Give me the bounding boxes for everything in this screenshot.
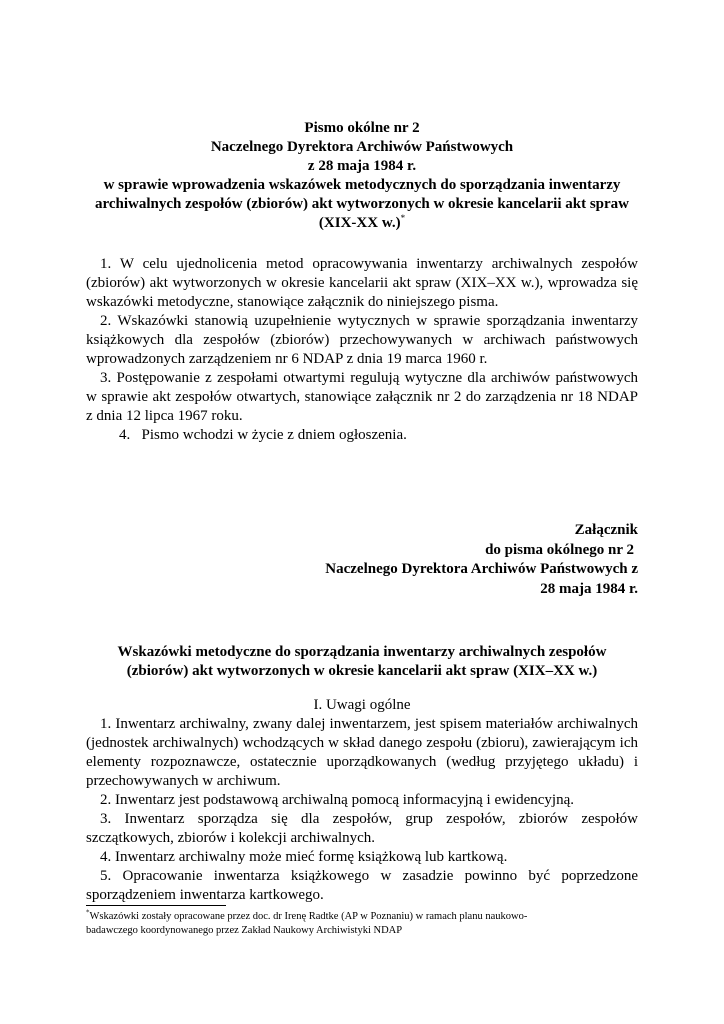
footnote-reference: *	[400, 213, 406, 223]
footnote-marker: *	[86, 908, 90, 917]
letter-point: 2. Wskazówki stanowią uzupełnienie wytycznych w sprawie sporządzania inwentarzy książkowych dla zespołów (zbiorów) przechowywanych w archiwach państwowych wprowadzonych zarządzeniem nr 6 NDAP z dnia 19 marca 1960 r.	[86, 313, 638, 367]
annex-line: Naczelnego Dyrektora Archiwów Państwowych z	[325, 561, 638, 577]
title-line	[86, 214, 638, 233]
guideline-point: 5. Opracowanie inwentarza książkowego w zasadzie powinno być poprzedzone sporządzeniem inwentarza kartkowego.	[86, 868, 638, 903]
guidelines-title-line: (zbiorów) akt wytworzonych w okresie kancelarii akt spraw (XIX–XX w.)	[126, 663, 598, 679]
footnote-text: Wskazówki zostały opracowane przez doc. dr Irenę Radtke (AP w Poznaniu) w ramach planu naukowo-	[89, 911, 528, 922]
section-heading: I. Uwagi ogólne	[313, 697, 411, 713]
annex-header	[86, 521, 638, 599]
letter-points	[86, 255, 638, 445]
footnote	[86, 910, 638, 938]
guideline-point: 2. Inwentarz jest podstawową archiwalną pomocą informacyjną i ewidencyjną.	[100, 792, 574, 808]
guidelines-title	[86, 643, 638, 681]
circular-letter-title	[86, 119, 638, 233]
title-line-text: (XIX-XX w.)	[318, 215, 401, 231]
letter-point: 3. Postępowanie z zespołami otwartymi regulują wytyczne dla archiwów państwowych w sprawie akt zespołów otwartych, stanowiące załącznik nr 2 do zarządzenia nr 18 NDAP z dnia 12 lipca 1967 roku.	[86, 370, 638, 424]
guideline-point: 1. Inwentarz archiwalny, zwany dalej inwentarzem, jest spisem materiałów archiwalnych (jednostek archiwalnych) wchodzących w skład danego zespołu (zbioru), zawierającym ich elementy rozpoznawcze, ostatecznie uporządkowanych (według przyjętego układu) i przechowywanych w archiwum.	[86, 716, 638, 789]
title-line: Pismo okólne nr 2	[304, 120, 420, 136]
footnote-line: badawczego koordynowanego przez Zakład Naukowy Archiwistyki NDAP	[86, 925, 403, 936]
guideline-point: 3. Inwentarz sporządza się dla zespołów, grup zespołów, zbiorów zespołów szczątkowych, zbiorów i kolekcji archiwalnych.	[86, 811, 638, 846]
letter-point: 1. W celu ujednolicenia metod opracowywania inwentarzy archiwalnych zespołów (zbiorów) akt wytworzonych w okresie kancelarii akt spraw (XIX–XX w.), wprowadza się wskazówki metodyczne, stanowiące załącznik do niniejszego pisma.	[86, 256, 638, 310]
guidelines-section	[86, 696, 638, 905]
letter-point: 4. Pismo wchodzi w życie z dniem ogłoszenia.	[119, 427, 407, 443]
title-line: z 28 maja 1984 r.	[307, 158, 417, 174]
annex-line: 28 maja 1984 r.	[540, 580, 638, 597]
footnote-separator	[86, 905, 226, 906]
footnote-line	[86, 910, 638, 924]
annex-line: Załącznik	[574, 522, 638, 538]
annex-line: do pisma okólnego nr 2	[485, 541, 634, 558]
title-line: w sprawie wprowadzenia wskazówek metodycznych do sporządzania inwentarzy	[103, 177, 621, 193]
title-line: Naczelnego Dyrektora Archiwów Państwowych	[210, 139, 514, 155]
guideline-point: 4. Inwentarz archiwalny może mieć formę książkową lub kartkową.	[100, 849, 508, 865]
guidelines-title-line: Wskazówki metodyczne do sporządzania inwentarzy archiwalnych zespołów	[117, 644, 607, 660]
title-line: archiwalnych zespołów (zbiorów) akt wytworzonych w okresie kancelarii akt spraw	[95, 196, 629, 212]
